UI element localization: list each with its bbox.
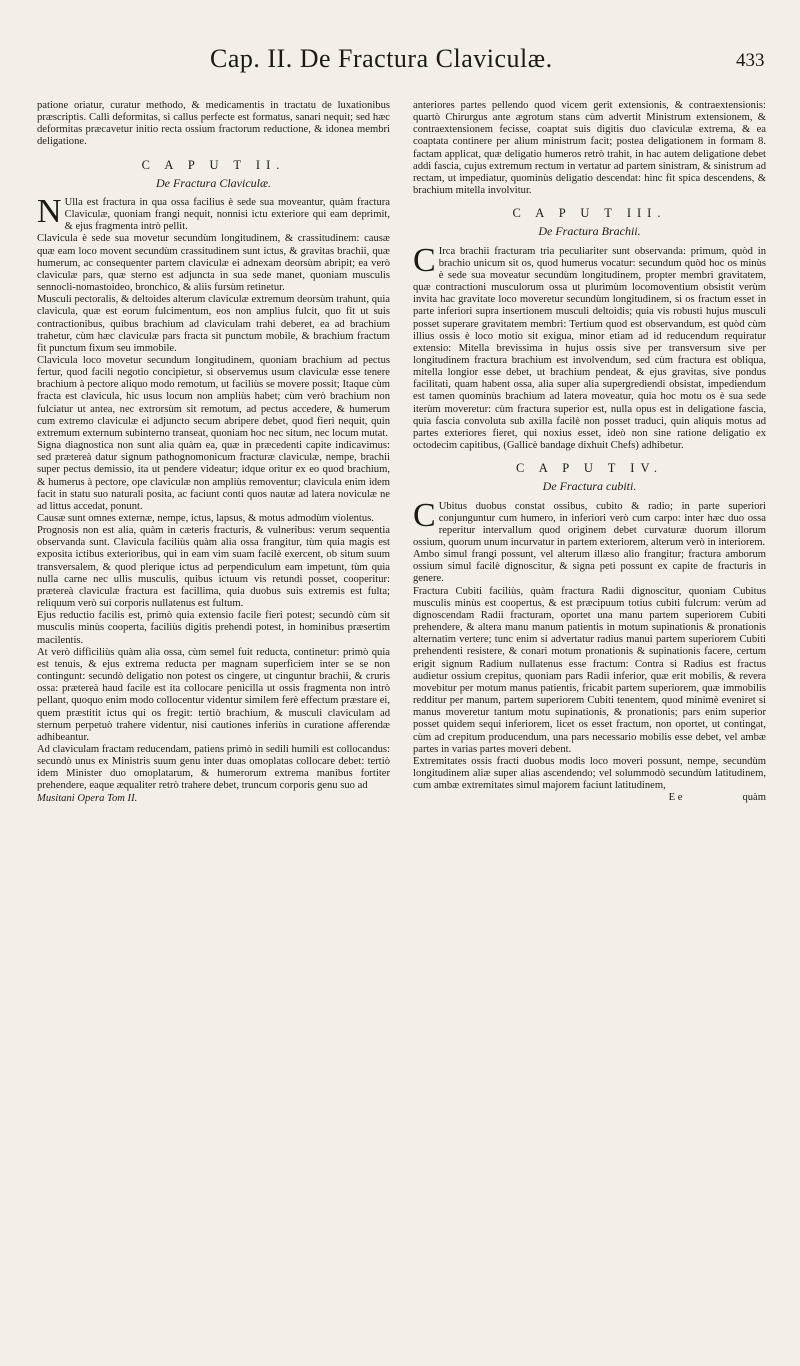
- paragraph-text: Ulla est fractura in qua ossa facilius è sede sua moveantur, quàm fractura Claviculæ, quoniam frangi nequit, nonnisi ictu exteriore qui eam deprimit, & ejus fragmenta intrò pellit.: [64, 196, 390, 233]
- paragraph-text: Irca brachii fracturam tria peculiariter sunt observanda: primum, quòd in brachio unicum sit os, quod humerus vocatur: secundum quòd hoc os minùs è sede sua moveatur secundùm longitudinem, propter membri gravitatem, quæ contractioni musculorum ossa ut plurimùm locomoventium obsistit verùm invita hac gravitate loco moveretur secundùm longitudinem, si os fractum esset in parte inferiori supra insertionem musculi deltoidis; quia vis robusti hujus musculi posset superare gravitatem membri: Tertium quod est observandum, est quòd cùm illius ossis è loco motio sit exigua, minor etiam ad id reducendum requiratur extensio: Mitella brevissima in hujus ossis sive per transversum sive per longitudinem fractura brachium est involvendum, sed cùm fractura est obliqua, mitella longior esse debet, ut brachium pendeat, & ejus gravitas, sive pondus facilitati, quam habent ossa, alia super alia supergrediendi obsistat, impediendum est tamen quominùs brachium ad latera moveatur, quia hoc motu os è sua sede iterùm moveretur: cùm fractura superior est, nulla opus est in deligatione fascia, quia fascia convoluta sub axilla facilè non posset traduci, quin aliquis motus ad partes exteriores fieret, qui noxius esset, ideò non sine ratione deligatio ex octodecim capitibus, (Gallicè bandage dixhuit Chefs) adhibetur.: [413, 245, 766, 452]
- running-title: Cap. II. De Fractura Claviculæ.: [210, 44, 553, 73]
- paragraph: [37, 192, 390, 233]
- signature-mark: E e: [668, 792, 683, 804]
- left-column: [37, 100, 390, 805]
- chapter-heading: C A P U T IV.: [515, 461, 663, 476]
- paragraph: Ambo simul frangi possunt, vel alterum illæso alio frangitur; fractura amborum ossium simul facilè dignoscitur, & signa peti possunt ex capite de fracturis in genere.: [413, 549, 766, 585]
- chapter-subtitle: De Fractura cubiti.: [542, 479, 637, 494]
- chapter-subtitle: De Fractura Claviculæ.: [156, 175, 271, 190]
- paragraph: Clavicula loco movetur secundum longitudinem, quoniam brachium ad pectus fertur, quod facili negotio concipietur, si observemus usum claviculæ esse tenere brachium à pectore aliquo modo remotum, ut faciliùs se movere possit; Itaque cùm fracta est clavicula, hic usus locum non ampliùs habet; cùm verò brachium non fulciatur ut antea, nec extrorsùm sit remotum, ad pectus accedere, & humerum cum extremo claviculæ ei adjuncto secum abripere debet, quod fieri nequit, quin extremum externum subinterno transeat, quoniam hoc nec situm, nec locum mutat.: [37, 354, 390, 439]
- paragraph: [413, 496, 766, 550]
- paragraph: Causæ sunt omnes externæ, nempe, ictus, lapsus, & motus admodùm violentus.: [37, 513, 374, 524]
- signature-line: [413, 792, 766, 804]
- paragraph: At verò difficiliùs quàm alia ossa, cùm semel fuit reducta, continetur: primò quia est tenuis, & ejus extrema reducta per magnam superficiem inter se se non contingunt: secundò deligatio non potest os cingere, ut cinguntur brachii, & cruris ossa: prætereà haud facile est ita collocare penicilla ut ossis fragmenta non intrò pellant, quoquo enim modo collocentur videntur similem ferè effectum præstare ei, quem præstitit ictus qui os fregit: tertiò brachium, & musculi claviculam ad sternum perpetuò trahere videntur, nisi cautiones inferiùs in curatione afferendæ adhibeantur.: [37, 646, 390, 743]
- paragraph: anteriores partes pellendo quod vicem gerit extensionis, & contraextensionis: quartò Chirurgus ante ægrotum stans cùm advertit Ministrum extensionem, & contraextensionem fecisse, coaptat suis digitis duo claviculæ extrema, & ea coaptata continere per alium ministrum facit; postea deligationem in formam 8. factam applicat, quæ deligatio humeros retrò trahit, in hac autem deligatione debet addi fascia, cujus extremum rectum in vertatur ad partem sinistram, & sinistrum ad rectam, ut impediatur, quominùs deligatio descendat: hinc fit spica descendens, & brachium mitella involvitur.: [413, 100, 766, 197]
- paragraph: Signa diagnostica non sunt alia quàm ea, quæ in præcedenti capite indicavimus: sed prætereà datur signum pathognomonicum fracturæ claviculæ, nempe, brachii super pectus demissio, ita ut pendere videatur; idque oritur ex eo quod brachium, & humerus à pectore, ope claviculæ non ampliùs removentur; clavicula enim idem facit in statu suo naturali posita, ac faciunt conti quos nautæ ad latera noviculæ ne ad littus accedat, ponunt.: [37, 440, 390, 512]
- drop-cap: N: [37, 192, 62, 230]
- paragraph: Prognosis non est alia, quàm in cæteris fracturis, & vulneribus: verum sequentia observanda sunt. Clavicula faciliùs quàm alia ossa frangitur, tùm quia magis est exposita ictibus exterioribus, qui in eam vim suam facilè exercent, ob situm suum transversalem, & quod plerique ictus ad perpendiculum eam impetunt, tùm quia nulla carne nec ullis musculis, quibus ictuum vis retundi posset, cooperitur: prætereà claviculæ fractura est facillima, quia duobus suis extremis est fulta; reliquum verò sui corporis nullatenus est fultum.: [37, 525, 390, 610]
- paragraph: patione oriatur, curatur methodo, & medicamentis in tractatu de luxationibus præscriptis. Calli deformitas, si callus perfecte est formatus, sanari nequit; sed hæc deformitas præcavetur initio recta ossium fractorum reductione, & idonea membri deligatione.: [37, 100, 390, 148]
- footer-reference: Musitani Opera Tom II.: [37, 792, 138, 804]
- paragraph: Extremitates ossis fracti duobus modis loco moveri possunt, nempe, secundùm longitudinem aliæ super alias ascendendo; vel solummodò secundùm latitudinem, cum ambæ extremitates simul majorem faciunt latitudinem,: [413, 755, 766, 792]
- paragraph: Ad claviculam fractam reducendam, patiens primò in sedili humili est collocandus: secundò unus ex Ministris suum genu inter duas omoplatas collocare debet: tertiò idem Minister duo omoplatarum, & humerorum extrema manibus fortiter prehendere, eaque æqualiter retrò trahere debet, truncum corporis genu suo ad: [37, 743, 390, 792]
- drop-cap: C: [413, 496, 436, 534]
- paragraph: Ejus reductio facilis est, primò quia extensio facile fieri potest; secundò cùm sit musculis minùs cooperta, faciliùs digitis prehendi potest, in hominibus præsertim macilentis.: [37, 610, 390, 646]
- paragraph: Clavicula è sede sua movetur secundùm longitudinem, & crassitudinem: causæ quæ eam loco movent secundùm crassitudinem sunt ictus, & gravitas brachii, quæ humerum, ac consequenter partem claviculæ ei adnexam deorsùm abripit; ea verò claviculæ pars, quæ sterno est adjuncta in sua sede manet, quoniam musculis sennocli-nomastoideo, bronchico, & aliis fursùm retinetur.: [37, 233, 390, 294]
- chapter-subtitle: De Fractura Brachii.: [538, 224, 641, 239]
- drop-cap: C: [413, 241, 436, 279]
- paragraph: [413, 241, 766, 453]
- paragraph: Musculi pectoralis, & deltoides alterum claviculæ extremum deorsùm trahunt, quia clavicula, quæ est eorum fulcimentum, eos non amplius fulcit, quo fit ut suis contractionibus, quibus brachium ad claviculam trahi deberet, ea ad brachium trahetur, cùm hæc claviculæ pars fracta sit punctum mobile, & brachium fractum fit punctum fixum seu immobile.: [37, 294, 390, 354]
- chapter-heading: C A P U T II.: [141, 157, 286, 172]
- paragraph: Fractura Cubiti faciliùs, quàm fractura Radii dignoscitur, quoniam Cubitus musculis minùs est coopertus, & est præcipuum totius cubiti fulcrum: verùm ad dignoscendam Radii fracturam, oportet una manu partem superiorem Cubiti prehendere, & altera manu manum patientis in motum supinationis & pronationis alternatim vertere; tunc enim si advertatur radius manui partem superiorem Cubiti prehendenti resistere, & conari motum pronationis & supinationis facere, certum erigit signum Radium nullatenus esse fractum: Contra si Radius est fractus audietur ossium crepitus, quoniam pars Radii inferior, quæ erit mobilis, & revera movebitur per motum manus patientis, fricabit partem superiorem, quæ immobilis redditur per manum, partem superiorem Cubiti tenentem, quod minimè eveniret si manus moveretur tantum motu supinationis, & pronationis; pars enim superior posset quidem sequi inferiorem, licet os esset fractum, non oportet, ut contingat, cùm ad crepitum producendum, una pars necessario mobilis esse debet, vel ambæ partes in varias partes moveri debent.: [413, 585, 766, 755]
- catchword: quàm: [742, 792, 766, 804]
- right-column: [413, 100, 766, 804]
- chapter-heading: C A P U T III.: [512, 206, 667, 221]
- paragraph-text: Ubitus duobus constat ossibus, cubito & radio; in parte superiori conjunguntur cum humero, in inferiori verò cum carpo: inter hæc duo ossa reperitur intervallum quod originem debet curvaturæ duorum illorum ossium, quorum unum incurvatur in partem exteriorem, alterum verò in interiorem.: [413, 500, 766, 548]
- page-number: 433: [736, 50, 765, 71]
- page-header: [0, 42, 800, 88]
